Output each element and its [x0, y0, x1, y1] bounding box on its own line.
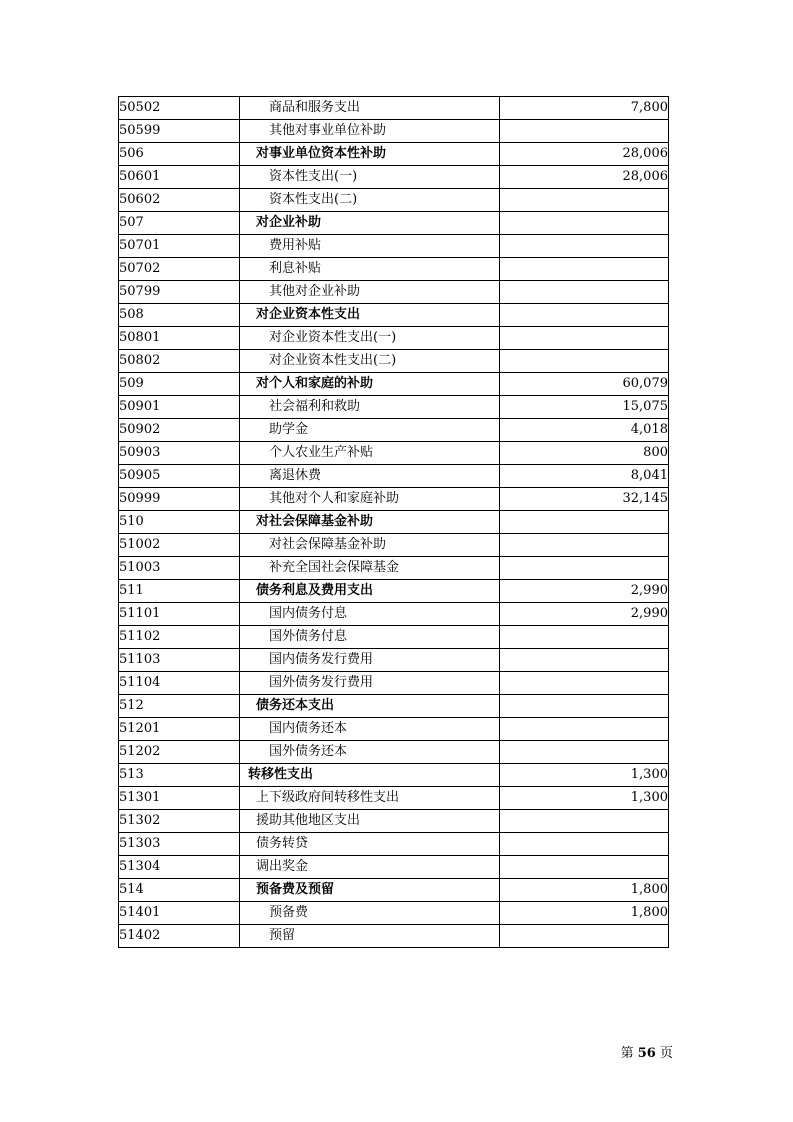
row-name: 个人农业生产补贴 — [269, 445, 374, 460]
row-name: 对企业补助 — [256, 215, 322, 230]
row-name: 补充全国社会保障基金 — [269, 560, 400, 575]
row-amount — [500, 925, 669, 948]
row-code: 50701 — [119, 235, 240, 258]
row-amount — [500, 281, 669, 304]
table-row — [119, 764, 669, 787]
row-name: 对企业资本性支出(二) — [269, 353, 397, 368]
row-name-cell — [240, 419, 500, 442]
row-name: 对企业资本性支出(一) — [269, 330, 397, 345]
row-amount: 28,006 — [500, 166, 669, 189]
row-code: 50801 — [119, 327, 240, 350]
row-name-cell — [240, 258, 500, 281]
row-code: 50999 — [119, 488, 240, 511]
table-row — [119, 511, 669, 534]
row-code: 51102 — [119, 626, 240, 649]
row-name: 预备费 — [269, 905, 309, 920]
table-row — [119, 258, 669, 281]
row-amount: 1,800 — [500, 902, 669, 925]
table-row — [119, 166, 669, 189]
row-code: 50702 — [119, 258, 240, 281]
row-name-cell — [240, 327, 500, 350]
row-name: 预留 — [269, 928, 296, 943]
row-name-cell — [240, 603, 500, 626]
row-amount — [500, 833, 669, 856]
row-name: 资本性支出(二) — [269, 192, 358, 207]
row-name: 国外债务还本 — [269, 744, 348, 759]
row-code: 511 — [119, 580, 240, 603]
table-row — [119, 143, 669, 166]
row-code: 50601 — [119, 166, 240, 189]
row-name-cell — [240, 626, 500, 649]
table-row — [119, 120, 669, 143]
table-row — [119, 534, 669, 557]
table-row — [119, 741, 669, 764]
row-amount: 1,800 — [500, 879, 669, 902]
table-row — [119, 396, 669, 419]
table-row — [119, 603, 669, 626]
table-row — [119, 856, 669, 879]
row-name: 资本性支出(一) — [269, 169, 358, 184]
table-row — [119, 649, 669, 672]
row-name-cell — [240, 902, 500, 925]
row-name: 上下级政府间转移性支出 — [256, 790, 400, 805]
row-name-cell — [240, 649, 500, 672]
row-amount: 8,041 — [500, 465, 669, 488]
row-name-cell — [240, 741, 500, 764]
row-amount: 2,990 — [500, 603, 669, 626]
table-row — [119, 902, 669, 925]
row-amount — [500, 235, 669, 258]
row-name: 费用补贴 — [269, 238, 322, 253]
table-row — [119, 557, 669, 580]
row-code: 50902 — [119, 419, 240, 442]
row-code: 50602 — [119, 189, 240, 212]
row-amount — [500, 741, 669, 764]
row-name: 援助其他地区支出 — [256, 813, 361, 828]
row-name-cell — [240, 465, 500, 488]
page-prefix: 第 — [620, 1046, 634, 1061]
row-code: 513 — [119, 764, 240, 787]
table-row — [119, 626, 669, 649]
row-code: 50599 — [119, 120, 240, 143]
row-amount — [500, 327, 669, 350]
row-name-cell — [240, 787, 500, 810]
row-name: 国内债务付息 — [269, 606, 348, 621]
row-name: 对个人和家庭的补助 — [256, 376, 374, 391]
row-name-cell — [240, 373, 500, 396]
row-code: 514 — [119, 879, 240, 902]
row-code: 51201 — [119, 718, 240, 741]
row-code: 51101 — [119, 603, 240, 626]
row-code: 51104 — [119, 672, 240, 695]
row-amount — [500, 856, 669, 879]
row-name-cell — [240, 695, 500, 718]
row-name: 国外债务发行费用 — [269, 675, 374, 690]
row-amount: 1,300 — [500, 764, 669, 787]
row-name-cell — [240, 580, 500, 603]
row-amount — [500, 534, 669, 557]
row-amount — [500, 649, 669, 672]
row-name-cell — [240, 833, 500, 856]
table-row — [119, 672, 669, 695]
row-name-cell — [240, 879, 500, 902]
row-code: 50901 — [119, 396, 240, 419]
row-name: 债务转贷 — [256, 836, 309, 851]
row-amount — [500, 672, 669, 695]
row-name: 债务利息及费用支出 — [256, 583, 374, 598]
row-name: 商品和服务支出 — [269, 100, 361, 115]
row-amount: 15,075 — [500, 396, 669, 419]
row-code: 50905 — [119, 465, 240, 488]
row-name-cell — [240, 488, 500, 511]
row-name-cell — [240, 281, 500, 304]
row-code: 510 — [119, 511, 240, 534]
row-amount — [500, 810, 669, 833]
row-name-cell — [240, 810, 500, 833]
row-amount — [500, 350, 669, 373]
row-name: 预备费及预留 — [256, 882, 335, 897]
row-code: 51003 — [119, 557, 240, 580]
row-name: 对事业单位资本性补助 — [256, 146, 387, 161]
row-code: 507 — [119, 212, 240, 235]
row-name: 对社会保障基金补助 — [256, 514, 374, 529]
row-name-cell — [240, 304, 500, 327]
row-name-cell — [240, 166, 500, 189]
table-row — [119, 304, 669, 327]
row-amount — [500, 626, 669, 649]
row-amount — [500, 212, 669, 235]
row-amount — [500, 189, 669, 212]
row-code: 509 — [119, 373, 240, 396]
page-suffix: 页 — [659, 1046, 673, 1061]
row-amount: 800 — [500, 442, 669, 465]
row-code: 506 — [119, 143, 240, 166]
row-name: 其他对企业补助 — [269, 284, 361, 299]
row-name: 其他对事业单位补助 — [269, 123, 387, 138]
row-amount — [500, 511, 669, 534]
row-name: 助学金 — [269, 422, 309, 437]
table-row — [119, 442, 669, 465]
row-code: 51304 — [119, 856, 240, 879]
row-name-cell — [240, 396, 500, 419]
row-name: 国内债务发行费用 — [269, 652, 374, 667]
row-name-cell — [240, 557, 500, 580]
row-name: 调出奖金 — [256, 859, 309, 874]
row-name: 国内债务还本 — [269, 721, 348, 736]
row-code: 51002 — [119, 534, 240, 557]
table-row — [119, 787, 669, 810]
row-name: 社会福利和救助 — [269, 399, 361, 414]
table-row — [119, 212, 669, 235]
table-row — [119, 580, 669, 603]
row-amount: 60,079 — [500, 373, 669, 396]
row-amount — [500, 695, 669, 718]
table-row — [119, 373, 669, 396]
row-amount — [500, 557, 669, 580]
row-code: 50802 — [119, 350, 240, 373]
table-row — [119, 97, 669, 120]
budget-table — [118, 96, 669, 948]
row-amount: 2,990 — [500, 580, 669, 603]
table-row — [119, 488, 669, 511]
row-code: 50799 — [119, 281, 240, 304]
row-name-cell — [240, 97, 500, 120]
row-name: 债务还本支出 — [256, 698, 335, 713]
row-name-cell — [240, 235, 500, 258]
table-row — [119, 695, 669, 718]
table-row — [119, 419, 669, 442]
table-row — [119, 718, 669, 741]
table-row — [119, 465, 669, 488]
row-code: 50502 — [119, 97, 240, 120]
row-amount: 28,006 — [500, 143, 669, 166]
table-row — [119, 281, 669, 304]
row-name-cell — [240, 511, 500, 534]
row-amount — [500, 258, 669, 281]
row-name: 转移性支出 — [248, 767, 314, 782]
row-code: 50903 — [119, 442, 240, 465]
row-amount: 1,300 — [500, 787, 669, 810]
row-name-cell — [240, 442, 500, 465]
row-name-cell — [240, 189, 500, 212]
row-name-cell — [240, 856, 500, 879]
row-name-cell — [240, 212, 500, 235]
table-row — [119, 879, 669, 902]
row-code: 51402 — [119, 925, 240, 948]
row-code: 508 — [119, 304, 240, 327]
table-row — [119, 350, 669, 373]
row-amount — [500, 718, 669, 741]
table-row — [119, 189, 669, 212]
row-name-cell — [240, 672, 500, 695]
row-code: 51103 — [119, 649, 240, 672]
row-code: 512 — [119, 695, 240, 718]
row-name-cell — [240, 718, 500, 741]
row-amount: 4,018 — [500, 419, 669, 442]
row-code: 51301 — [119, 787, 240, 810]
row-code: 51401 — [119, 902, 240, 925]
row-amount — [500, 120, 669, 143]
row-name: 离退休费 — [269, 468, 322, 483]
row-name-cell — [240, 120, 500, 143]
table-row — [119, 810, 669, 833]
table-row — [119, 925, 669, 948]
row-amount — [500, 304, 669, 327]
row-name-cell — [240, 764, 500, 787]
row-code: 51202 — [119, 741, 240, 764]
row-name: 其他对个人和家庭补助 — [269, 491, 400, 506]
table-row — [119, 327, 669, 350]
budget-table-body — [119, 97, 669, 948]
row-name-cell — [240, 534, 500, 557]
table-row — [119, 833, 669, 856]
row-name: 国外债务付息 — [269, 629, 348, 644]
row-name: 对社会保障基金补助 — [269, 537, 387, 552]
row-code: 51302 — [119, 810, 240, 833]
row-amount: 32,145 — [500, 488, 669, 511]
page-footer — [621, 1042, 673, 1061]
page-number: 56 — [637, 1046, 656, 1061]
row-name: 利息补贴 — [269, 261, 322, 276]
row-name-cell — [240, 143, 500, 166]
row-amount: 7,800 — [500, 97, 669, 120]
row-code: 51303 — [119, 833, 240, 856]
table-row — [119, 235, 669, 258]
row-name-cell — [240, 350, 500, 373]
row-name-cell — [240, 925, 500, 948]
row-name: 对企业资本性支出 — [256, 307, 361, 322]
